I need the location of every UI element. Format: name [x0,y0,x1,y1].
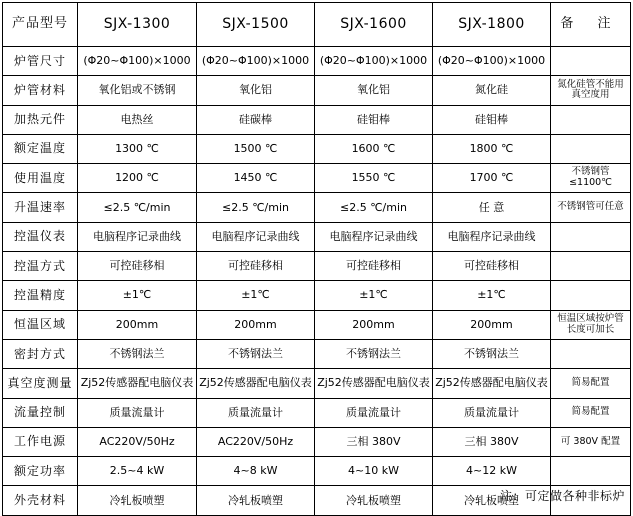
row-remark: 可 380V 配置 [551,427,631,456]
row-value: 冷轧板喷塑 [315,486,433,515]
row-value: 电脑程序记录曲线 [433,222,551,251]
row-value: ±1℃ [433,281,551,310]
row-value: 可控硅移相 [315,252,433,281]
row-value: 1800 ℃ [433,134,551,163]
row-value: 质量流量计 [433,398,551,427]
row-label: 密封方式 [3,339,78,368]
table-row [3,76,631,105]
row-value: 4~10 kW [315,457,433,486]
row-value: 质量流量计 [197,398,315,427]
row-value: 1500 ℃ [197,134,315,163]
row-label: 控温仪表 [3,222,78,251]
row-value: Zj52传感器配电脑仪表 [315,369,433,398]
row-label: 恒温区域 [3,310,78,339]
row-remark [551,47,631,76]
row-label: 控温精度 [3,281,78,310]
row-value: 不锈钢法兰 [197,339,315,368]
row-value: 电脑程序记录曲线 [197,222,315,251]
header-remark: 备 注 [551,3,631,47]
row-value: 电脑程序记录曲线 [78,222,197,251]
row-label: 流量控制 [3,398,78,427]
row-label: 控温方式 [3,252,78,281]
row-value: 可控硅移相 [197,252,315,281]
row-value: 电脑程序记录曲线 [315,222,433,251]
row-value: 硅碳棒 [197,105,315,134]
row-remark [551,222,631,251]
row-value: (Φ20~Φ100)×1000 [433,47,551,76]
row-label: 额定温度 [3,134,78,163]
row-value: 电热丝 [78,105,197,134]
row-value: 硅钼棒 [433,105,551,134]
row-value: 200mm [433,310,551,339]
row-value: 不锈钢法兰 [433,339,551,368]
table-row [3,398,631,427]
row-value: 4~12 kW [433,457,551,486]
row-value: Zj52传感器配电脑仪表 [433,369,551,398]
row-value: 冷轧板喷塑 [433,486,551,515]
table-row [3,222,631,251]
header-model-1600: SJX-1600 [315,3,433,47]
row-value: 4~8 kW [197,457,315,486]
row-value: Zj52传感器配电脑仪表 [78,369,197,398]
row-label: 使用温度 [3,164,78,193]
header-label: 产品型号 [3,3,78,47]
row-label: 炉管尺寸 [3,47,78,76]
row-remark [551,134,631,163]
row-value: 冷轧板喷塑 [197,486,315,515]
row-value: 2.5~4 kW [78,457,197,486]
row-label: 升温速率 [3,193,78,222]
row-remark: 恒温区域按炉管长度可加长 [551,310,631,339]
row-value: 可控硅移相 [433,252,551,281]
row-label: 额定功率 [3,457,78,486]
header-model-1800: SJX-1800 [433,3,551,47]
row-value: 硅钼棒 [315,105,433,134]
row-remark [551,339,631,368]
row-value: ≤2.5 ℃/min [78,193,197,222]
row-remark: 氮化硅管不能用真空度用 [551,76,631,105]
row-value: 200mm [315,310,433,339]
row-value: 1300 ℃ [78,134,197,163]
row-value: 不锈钢法兰 [315,339,433,368]
row-value: ±1℃ [197,281,315,310]
row-remark: 简易配置 [551,398,631,427]
row-label: 加热元件 [3,105,78,134]
row-value: ±1℃ [78,281,197,310]
row-value: 质量流量计 [315,398,433,427]
row-value: 氧化铝或不锈钢 [78,76,197,105]
row-value: 不锈钢法兰 [78,339,197,368]
row-remark [551,281,631,310]
table-row [3,339,631,368]
row-value: 三相 380V [315,427,433,456]
table-row [3,252,631,281]
table-row [3,105,631,134]
row-value: 1450 ℃ [197,164,315,193]
row-remark: 不锈钢管≤1100℃ [551,164,631,193]
row-remark [551,105,631,134]
row-remark [551,252,631,281]
row-value: 氧化铝 [197,76,315,105]
row-label: 炉管材料 [3,76,78,105]
row-value: 200mm [197,310,315,339]
row-value: 氧化铝 [315,76,433,105]
row-value: 质量流量计 [78,398,197,427]
row-value: (Φ20~Φ100)×1000 [197,47,315,76]
table-row [3,457,631,486]
row-value: ±1℃ [315,281,433,310]
table-row [3,134,631,163]
header-model-1300: SJX-1300 [78,3,197,47]
row-value: Zj52传感器配电脑仪表 [197,369,315,398]
row-label: 外壳材料 [3,486,78,515]
table-row [3,369,631,398]
row-label: 工作电源 [3,427,78,456]
row-value: 冷轧板喷塑 [78,486,197,515]
row-value: 任 意 [433,193,551,222]
row-remark [551,457,631,486]
row-value: ≤2.5 ℃/min [315,193,433,222]
row-value: 1200 ℃ [78,164,197,193]
table-row [3,47,631,76]
table-row [3,164,631,193]
row-value: 氮化硅 [433,76,551,105]
row-value: ≤2.5 ℃/min [197,193,315,222]
row-value: 1700 ℃ [433,164,551,193]
row-value: 1550 ℃ [315,164,433,193]
table-row [3,310,631,339]
header-model-1500: SJX-1500 [197,3,315,47]
spec-table [2,2,631,516]
row-value: (Φ20~Φ100)×1000 [78,47,197,76]
row-value: AC220V/50Hz [78,427,197,456]
row-remark: 不锈钢管可任意 [551,193,631,222]
row-value: 1600 ℃ [315,134,433,163]
row-value: 200mm [78,310,197,339]
table-row [3,193,631,222]
table-row [3,281,631,310]
row-label: 真空度测量 [3,369,78,398]
footnote: 注：可定做各种非标炉 [499,489,625,503]
row-value: 可控硅移相 [78,252,197,281]
row-value: AC220V/50Hz [197,427,315,456]
row-value: 三相 380V [433,427,551,456]
table-row [3,427,631,456]
row-remark: 简易配置 [551,369,631,398]
row-value: (Φ20~Φ100)×1000 [315,47,433,76]
table-header-row [3,3,631,47]
